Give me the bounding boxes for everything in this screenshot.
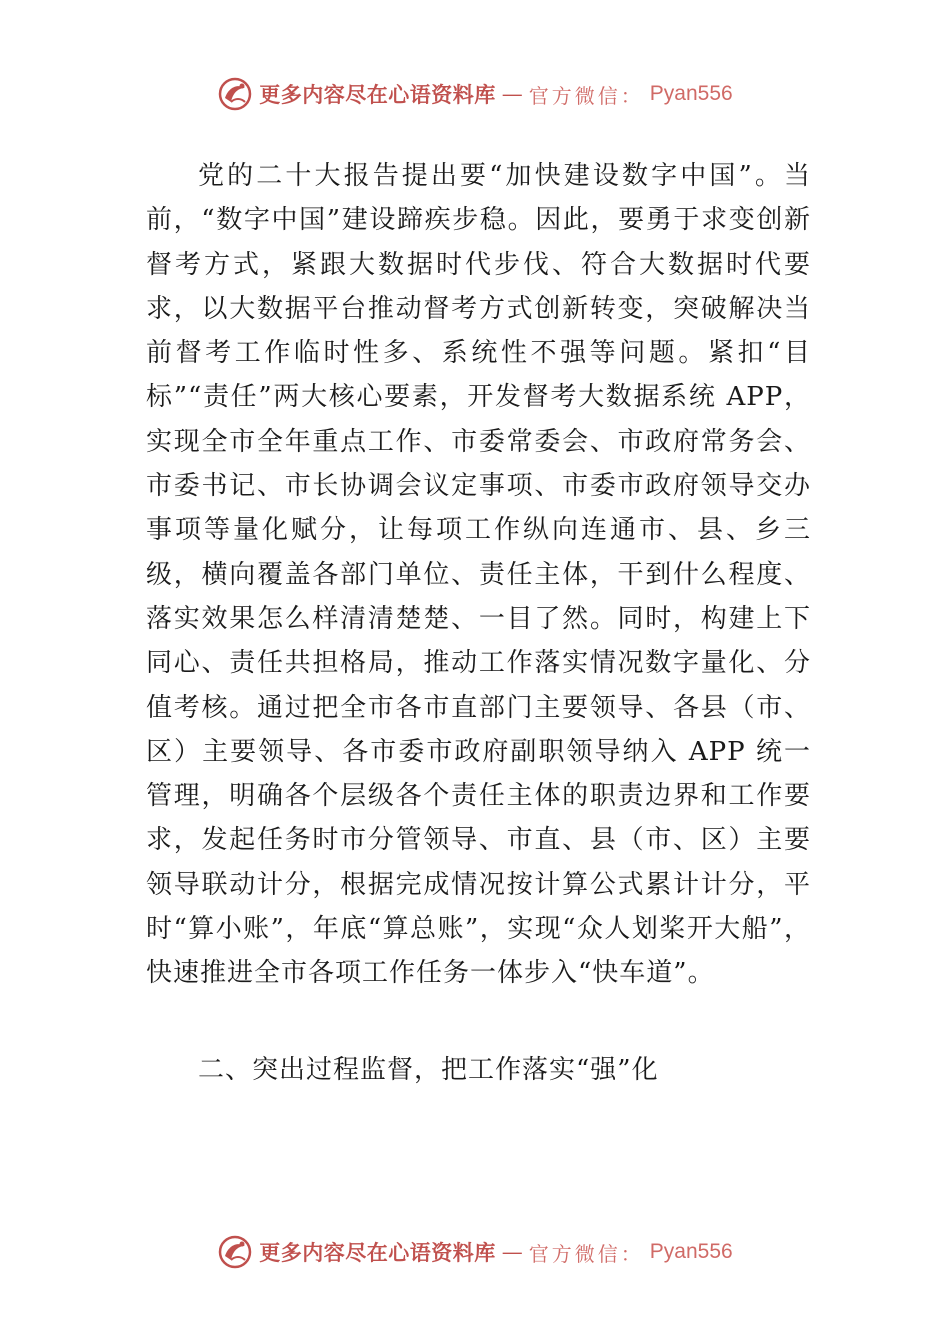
watermark-brand: 更多内容尽在心语资料库 <box>259 1240 496 1265</box>
watermark-contact-label: 官方微信： <box>528 83 644 108</box>
footer-watermark <box>0 1230 950 1274</box>
watermark-contact-value: Pyan556 <box>649 1240 733 1263</box>
seal-logo-icon <box>217 1234 253 1270</box>
seal-logo-icon <box>217 76 253 112</box>
watermark-separator: — <box>501 82 523 106</box>
watermark-separator: — <box>501 1240 523 1264</box>
watermark-brand: 更多内容尽在心语资料库 <box>259 82 496 107</box>
body-paragraph: 党的二十大报告提出要“加快建设数字中国”。当前，“数字中国”建设蹄疾步稳。因此，要勇于求变创新督考方式，紧跟大数据时代步伐、符合大数据时代要求，以大数据平台推动督考方式创新转变，突破解决当前督考工作临时性多、系统性不强等问题。紧扣“目标”“责任”两大核心要素，开发督考大数据系统 APP，实现全市全年重点工作、市委常委会、市政府常务会、市委书记、市长协调会议定事项、市委市政府领导交办事项等量化赋分，让每项工作纵向连通市、县、乡三级，横向覆盖各部门单位、责任主体，干到什么程度、落实效果怎么样清清楚楚、一目了然。同时，构建上下同心、责任共担格局，推动工作落实情况数字量化、分值考核。通过把全市各市直部门主要领导、各县（市、区）主要领导、各市委市政府副职领导纳入 APP 统一管理，明确各个层级各个责任主体的职责边界和工作要求，发起任务时市分管领导、市直、县（市、区）主要领导联动计分，根据完成情况按计算公式累计计分，平时“算小账”，年底“算总账”，实现“众人划桨开大船”，快速推进全市各项工作任务一体步入“快车道”。 <box>146 161 811 989</box>
header-watermark <box>0 72 950 116</box>
watermark-contact-label: 官方微信： <box>528 1241 644 1266</box>
section-heading: 二、突出过程监督，把工作落实“强”化 <box>198 1055 659 1085</box>
watermark-contact-value: Pyan556 <box>649 82 733 105</box>
